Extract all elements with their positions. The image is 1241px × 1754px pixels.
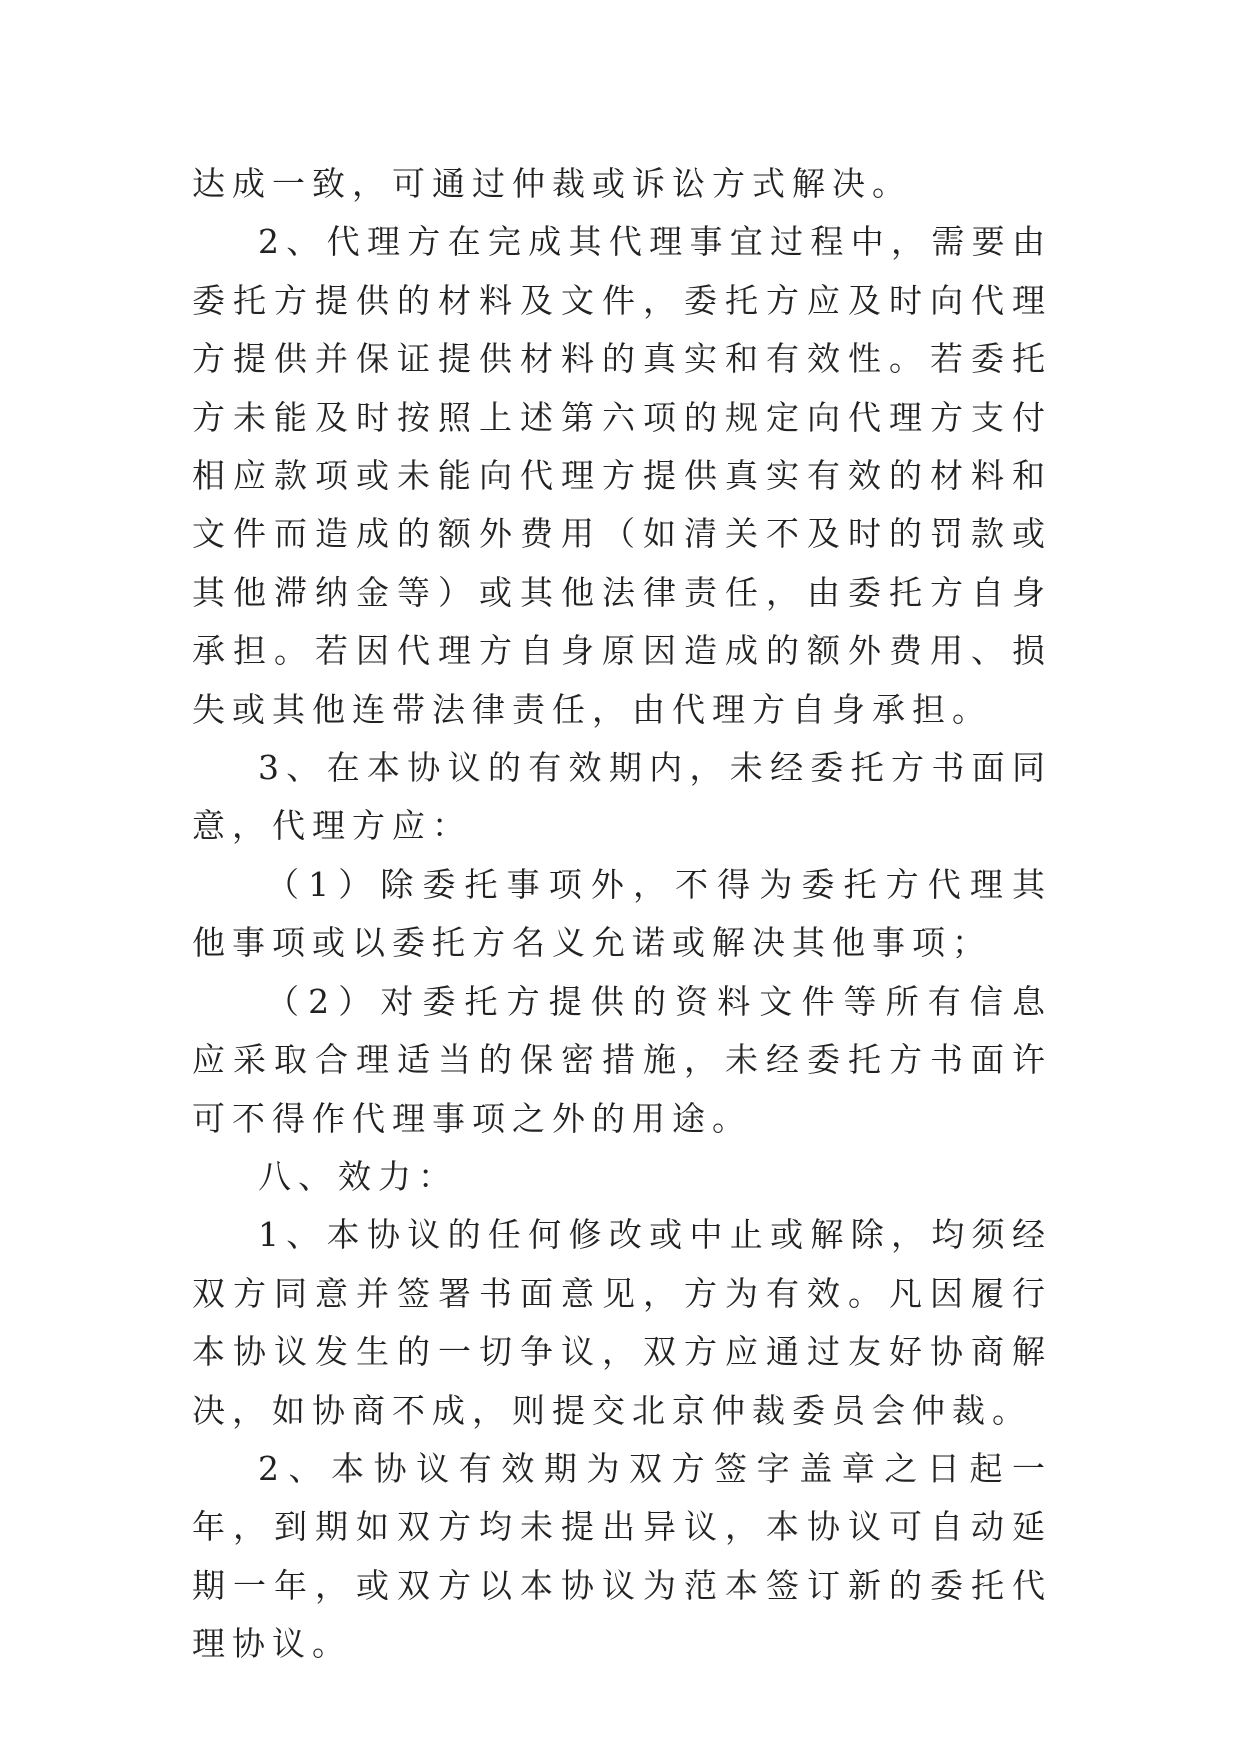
paragraph-clause-3: 3、在本协议的有效期内，未经委托方书面同意，代理方应： — [192, 748, 1052, 846]
paragraph-continuation: 达成一致，可通过仲裁或诉讼方式解决。 — [192, 164, 912, 203]
paragraph-item-2: （2）对委托方提供的资料文件等所有信息应采取合理适当的保密措施，未经委托方书面许可不得作代理事项之外的用途。 — [192, 981, 1052, 1138]
paragraph-effect-2: 2、本协议有效期为双方签字盖章之日起一年，到期如双方均未提出异议，本协议可自动延期一年，或双方以本协议为范本签订新的委托代理协议。 — [192, 1448, 1052, 1664]
paragraph-effect-1: 1、本协议的任何修改或中止或解除，均须经双方同意并签署书面意见，方为有效。凡因履行本协议发生的一切争议，双方应通过友好协商解决，如协商不成，则提交北京仲裁委员会仲裁。 — [192, 1215, 1052, 1430]
document-page — [192, 155, 1052, 1674]
paragraph-item-1: （1）除委托事项外，不得为委托方代理其他事项或以委托方名义允诺或解决其他事项； — [192, 864, 1052, 963]
paragraph-clause-2: 2、代理方在完成其代理事宜过程中，需要由委托方提供的材料及文件，委托方应及时向代理方提供并保证提供材料的真实和有效性。若委托方未能及时按照上述第六项的规定向代理方支付相应款项或未能向代理方提供真实有效的材料和文件而造成的额外费用（如清关不及时的罚款或其他滞纳金等）或其他法律责任，由委托方自身承担。若因代理方自身原因造成的额外费用、损失或其他连带法律责任，由代理方自身承担。 — [192, 222, 1052, 729]
section-heading-effect: 八、效力： — [258, 1156, 458, 1196]
